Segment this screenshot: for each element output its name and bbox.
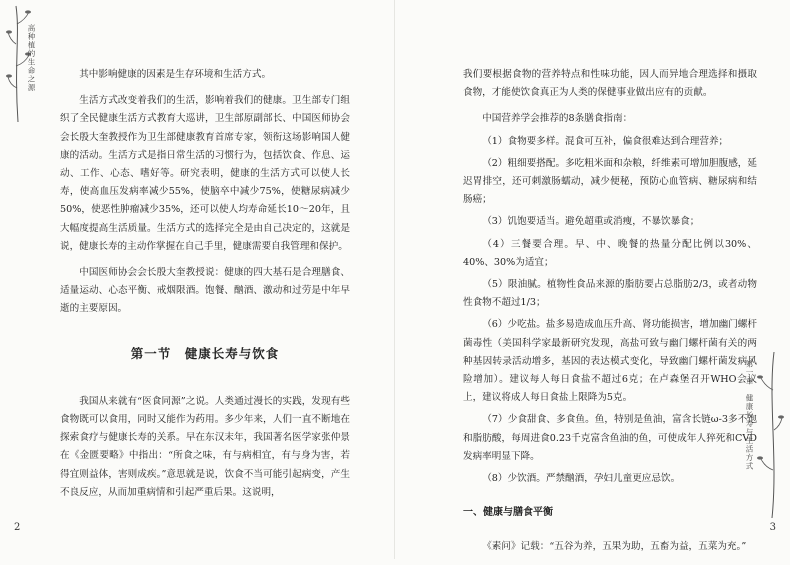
guideline-item: （4）三餐要合理。早、中、晚餐的热量分配比例以30%、40%、30%为适宜； [463, 238, 757, 268]
guideline-item: （7）少食甜食、多食鱼。鱼，特别是鱼油，富含长链ω-3多不饱和脂肪酸，每周进食0.23千克富含鱼油的鱼，可使成年人猝死和CVD发病率明显下降。 [463, 414, 757, 462]
page-number: 2 [14, 522, 21, 533]
right-body [463, 66, 757, 565]
section-title: 第一节 健康长寿与饮食 [130, 345, 280, 361]
paragraph: 生活方式改变着我们的生活，影响着我们的健康。卫生部专门组织了全民健康生活方式教育大巡讲，卫生部原副部长、中国医师协会会长殷大奎教授作为卫生部健康教育首席专家，领衔这场影响国人健康的活动。生活方式是指日常生活的习惯行为，包括饮食、作息、运动、工作、心态、嗜好等。研究表明，健康的生活方式可以使人长寿，使高血压发病率减少55%，使脑卒中减少75%，使糖尿病减少50%，使恶性肿瘤减少35%，还可以使人均寿命延长10～20年，且大幅度提高生活质量。生活方式的选择完全是由自己决定的，这就是说，健康长寿的主动作掌握在自己手里，健康需要自我管理和保护。 [60, 95, 350, 252]
sub-heading: 一、健康与膳食平衡 [463, 507, 553, 519]
paragraph: 我们要根据食物的营养特点和性味功能，因人而异地合理选择和摄取食物，才能使饮食真正为人类的保健事业做出应有的贡献。 [463, 69, 757, 99]
paragraph: 中国医师协会会长殷大奎教授说：健康的四大基石是合理膳食、适量运动、心态平衡、戒烟限酒。饱餐、酗酒、激动和过劳是中年早逝的主要原因。 [60, 267, 350, 315]
page-number: 3 [769, 522, 776, 533]
chapter-decoration-text: 第一章 健康长寿与生活方式 [745, 360, 754, 471]
header-decoration-text: 高种植的生命之源 [27, 24, 36, 92]
leaf-decoration [6, 4, 50, 124]
guideline-item: （5）限油腻。植物性食品来源的脂肪要占总脂肪2/3，或者动物性食物不超过1/3； [463, 279, 757, 309]
paragraph: 我国从来就有“医食同源”之说。人类通过漫长的实践，发现有些食物既可以食用，同时又能作为药用。多少年来，人们一直不断地在探索食疗与健康长寿的关系。早在东汉末年，我国著名医学家张仲景在《金匮要略》中指出：“所食之味，有与病相宜，有与身为害，若得宜则益体，害则成疾。”意思就是说，饮食不当可能引起病变，产生不良反应，从而加重病情和引起严重后果。这说明， [60, 395, 350, 498]
right-page [395, 0, 790, 559]
guideline-item: （1）食物要多样。混食可互补，偏食很难达到合理营养； [482, 135, 729, 147]
left-body [60, 66, 350, 510]
paragraph: 其中影响健康的因素是生存环境和生活方式。 [79, 69, 272, 80]
guide-intro: 中国营养学会推荐的8条膳食指南： [482, 113, 633, 125]
guideline-item: （8）少饮酒。严禁酗酒，孕妇儿童更应忌饮。 [482, 473, 681, 485]
guideline-item: （2）粗细要搭配。多吃粗米面和杂粮，纤维素可增加胆腹感，延迟胃排空，还可刺激肠蠕动，减少便秘，预防心血管病、糖尿病和结肠癌； [463, 157, 757, 206]
left-page [0, 0, 395, 559]
guideline-item: （3）饥饱要适当。避免超重或消瘦，不暴饮暴食； [482, 216, 700, 228]
paragraph: 《素问》记载：“五谷为养，五果为助，五畜为益，五菜为充。” [482, 541, 747, 553]
side-decoration [738, 350, 784, 520]
guideline-item: （6）少吃盐。盐多易造成血压升高、肾功能损害，增加幽门螺杆菌毒性（美国科学家最新研究发现，高盐可致与幽门螺杆菌有关的两种基因转录活动增多，基因的表达模式变化，导致幽门螺杆菌发病风险增加）。建议每人每日食盐不超过6克；在卢森堡召开WHO会议上，建议将成人每日食盐上限降为5克。 [463, 319, 757, 404]
